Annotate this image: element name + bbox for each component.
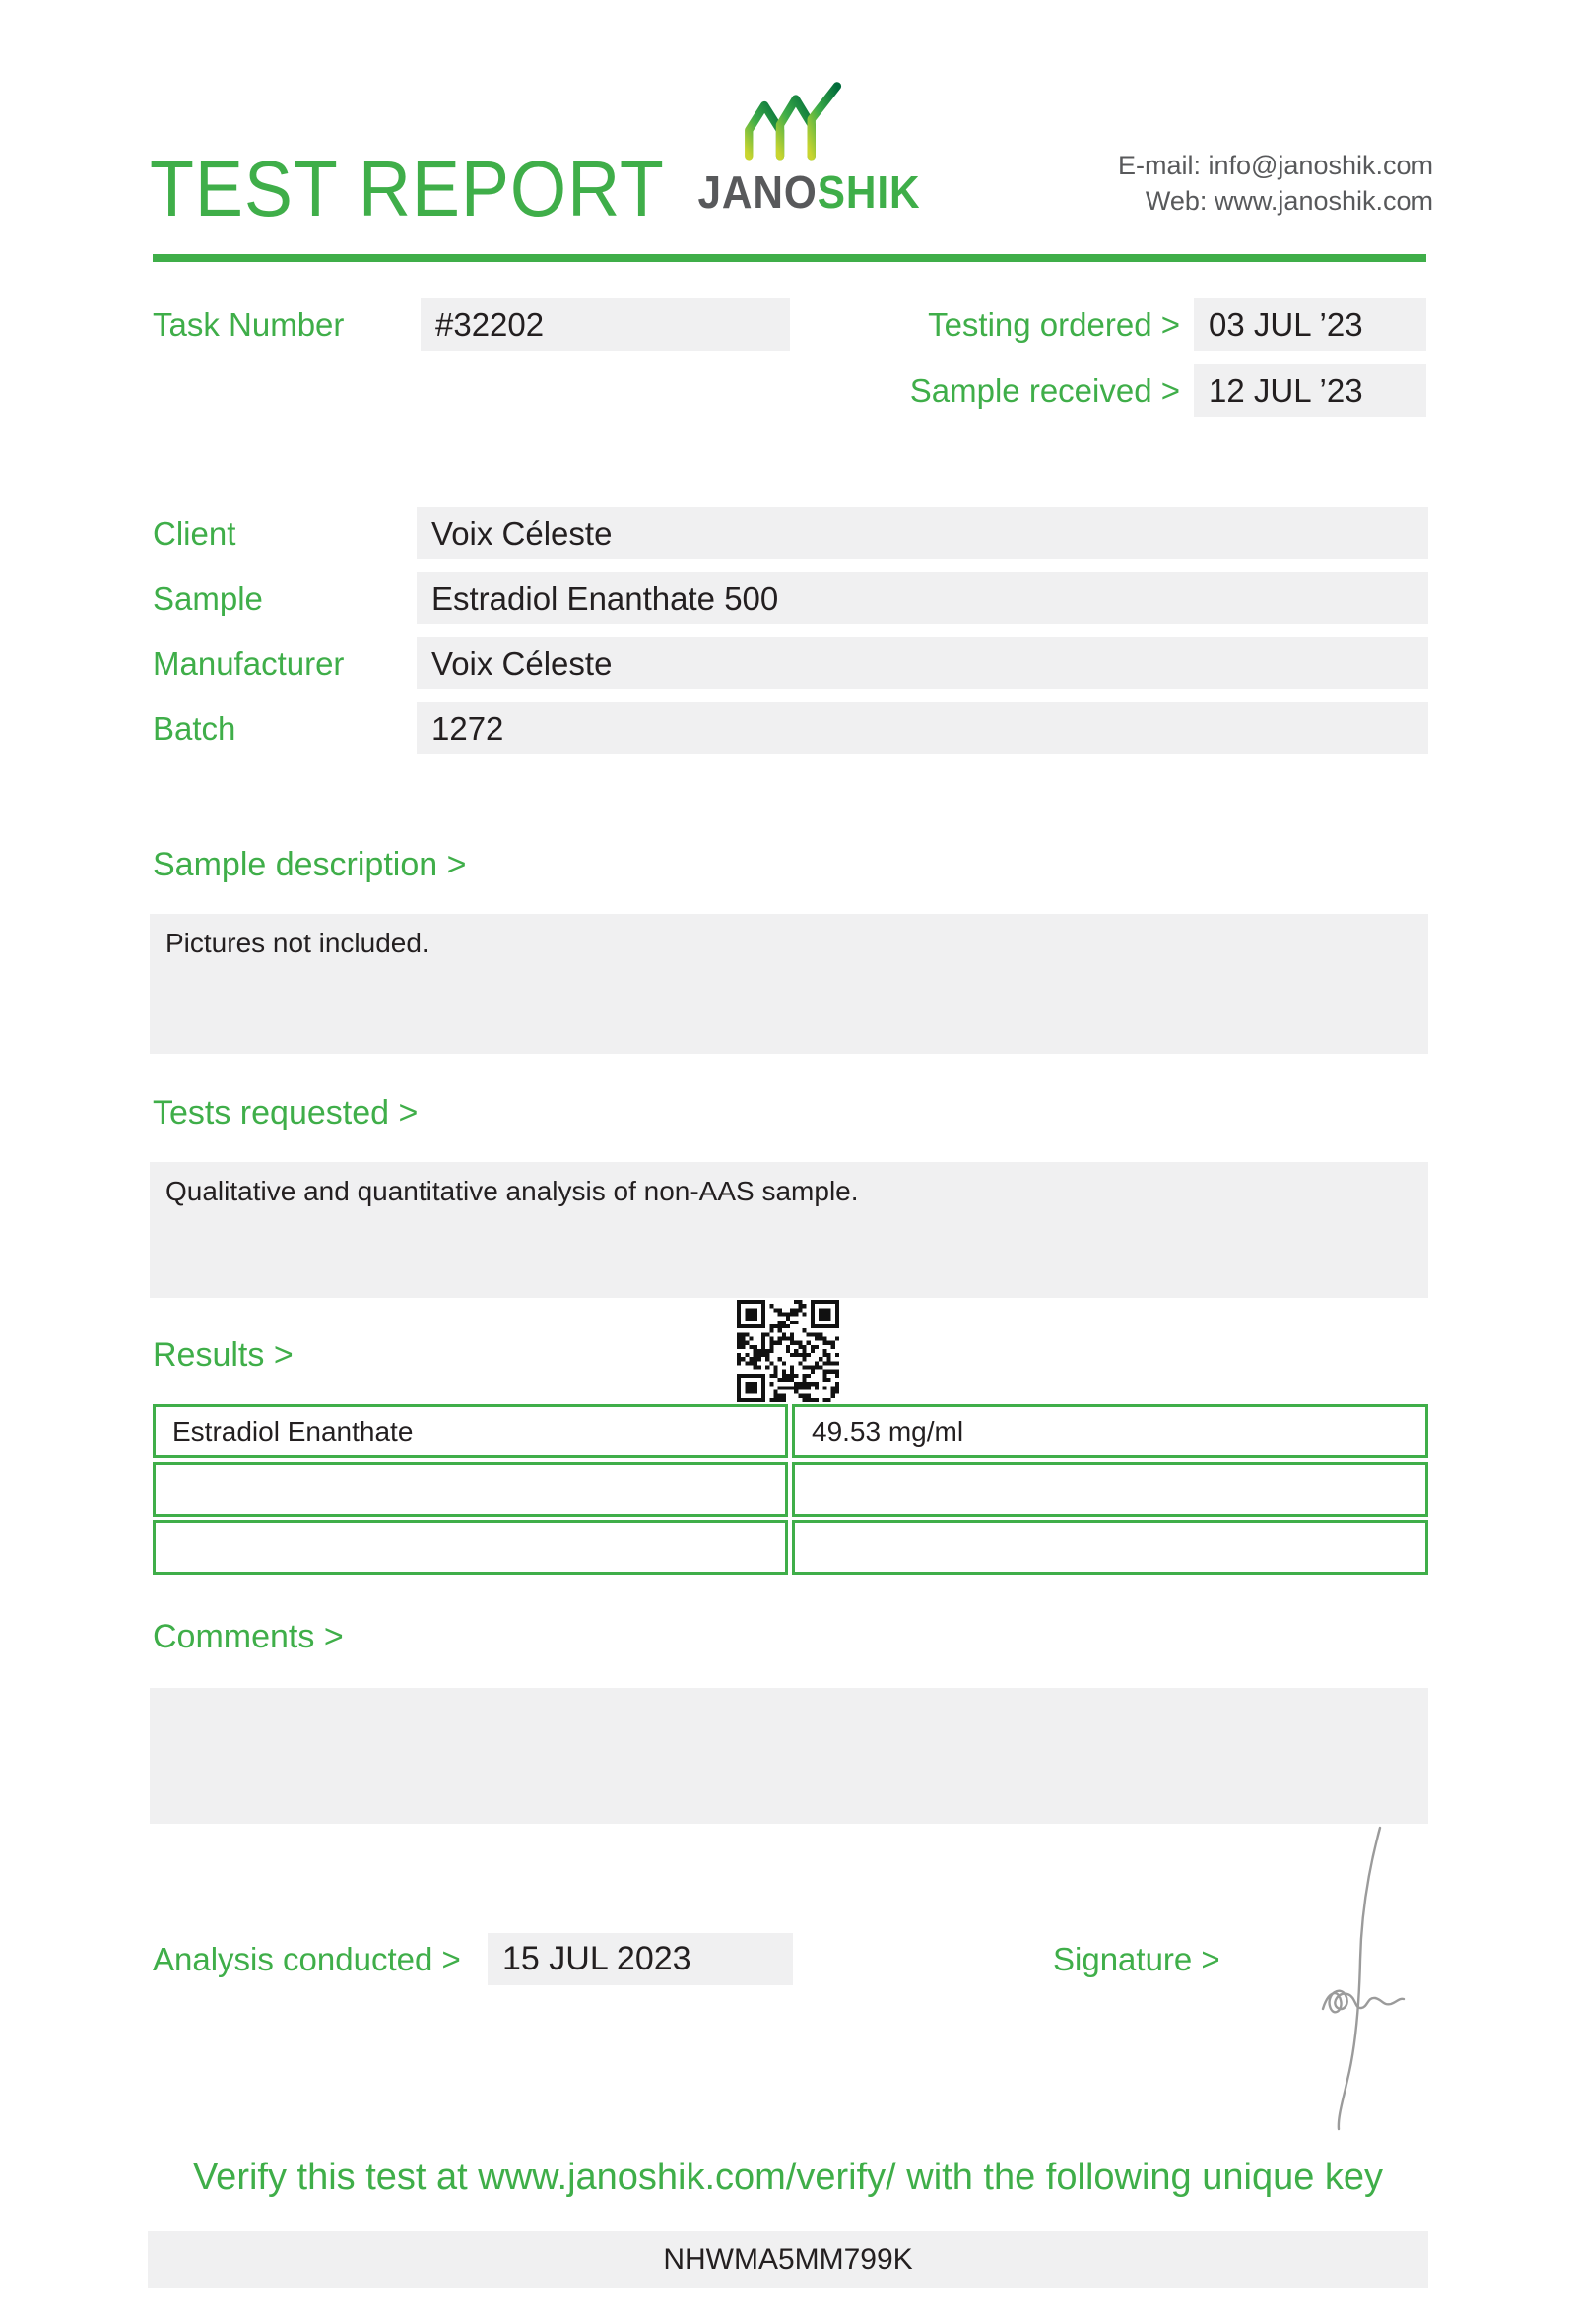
analysis-conducted-value: 15 JUL 2023 bbox=[488, 1933, 793, 1985]
comments-heading: Comments > bbox=[153, 1618, 344, 1655]
result-amount-cell bbox=[792, 1520, 1428, 1575]
signature-label: Signature > bbox=[1053, 1941, 1220, 1977]
result-substance-cell bbox=[153, 1520, 788, 1575]
contact-info bbox=[1118, 148, 1433, 219]
logo-text-shik: SHIK bbox=[817, 166, 921, 218]
sample-received-value: 12 JUL ’23 bbox=[1194, 364, 1426, 417]
result-substance-cell bbox=[153, 1462, 788, 1517]
analysis-conducted-label: Analysis conducted > bbox=[153, 1941, 461, 1977]
contact-email: E-mail: info@janoshik.com bbox=[1117, 151, 1433, 180]
logo-text-jano: JANO bbox=[697, 166, 818, 218]
client-value: Voix Céleste bbox=[417, 507, 1428, 559]
results-table bbox=[153, 1404, 1428, 1575]
result-substance-cell: Estradiol Enanthate bbox=[153, 1404, 788, 1458]
sample-description-heading: Sample description > bbox=[153, 846, 467, 883]
page-title: TEST REPORT bbox=[150, 145, 665, 232]
manufacturer-label: Manufacturer bbox=[153, 645, 345, 681]
manufacturer-value: Voix Céleste bbox=[417, 637, 1428, 689]
sample-value: Estradiol Enanthate 500 bbox=[417, 572, 1428, 624]
testing-ordered-label: Testing ordered > bbox=[928, 306, 1180, 343]
batch-value: 1272 bbox=[417, 702, 1428, 754]
result-amount-cell bbox=[792, 1462, 1428, 1517]
verify-key: NHWMA5MM799K bbox=[148, 2231, 1428, 2288]
qr-code bbox=[737, 1300, 839, 1402]
tests-requested-heading: Tests requested > bbox=[153, 1094, 419, 1131]
client-label: Client bbox=[153, 515, 236, 551]
tests-requested-box: Qualitative and quantitative analysis of non-AAS sample. bbox=[150, 1162, 1428, 1298]
result-amount-cell: 49.53 mg/ml bbox=[792, 1404, 1428, 1458]
results-heading: Results > bbox=[153, 1336, 294, 1374]
contact-web: Web: www.janoshik.com bbox=[1145, 186, 1433, 216]
logo-wordmark bbox=[697, 165, 921, 219]
verify-instructions: Verify this test at www.janoshik.com/verify/ with the following unique key bbox=[192, 2157, 1384, 2198]
sample-label: Sample bbox=[153, 580, 263, 616]
sample-description-box: Pictures not included. bbox=[150, 914, 1428, 1054]
header-divider bbox=[153, 254, 1426, 262]
task-number-value: #32202 bbox=[421, 298, 790, 351]
batch-label: Batch bbox=[153, 710, 236, 746]
signature-image bbox=[1266, 1824, 1413, 2134]
sample-received-label: Sample received > bbox=[909, 372, 1180, 409]
task-number-label: Task Number bbox=[153, 306, 345, 343]
logo-chart-icon bbox=[731, 79, 857, 161]
logo bbox=[690, 79, 921, 219]
testing-ordered-value: 03 JUL ’23 bbox=[1194, 298, 1426, 351]
comments-box bbox=[150, 1688, 1428, 1824]
